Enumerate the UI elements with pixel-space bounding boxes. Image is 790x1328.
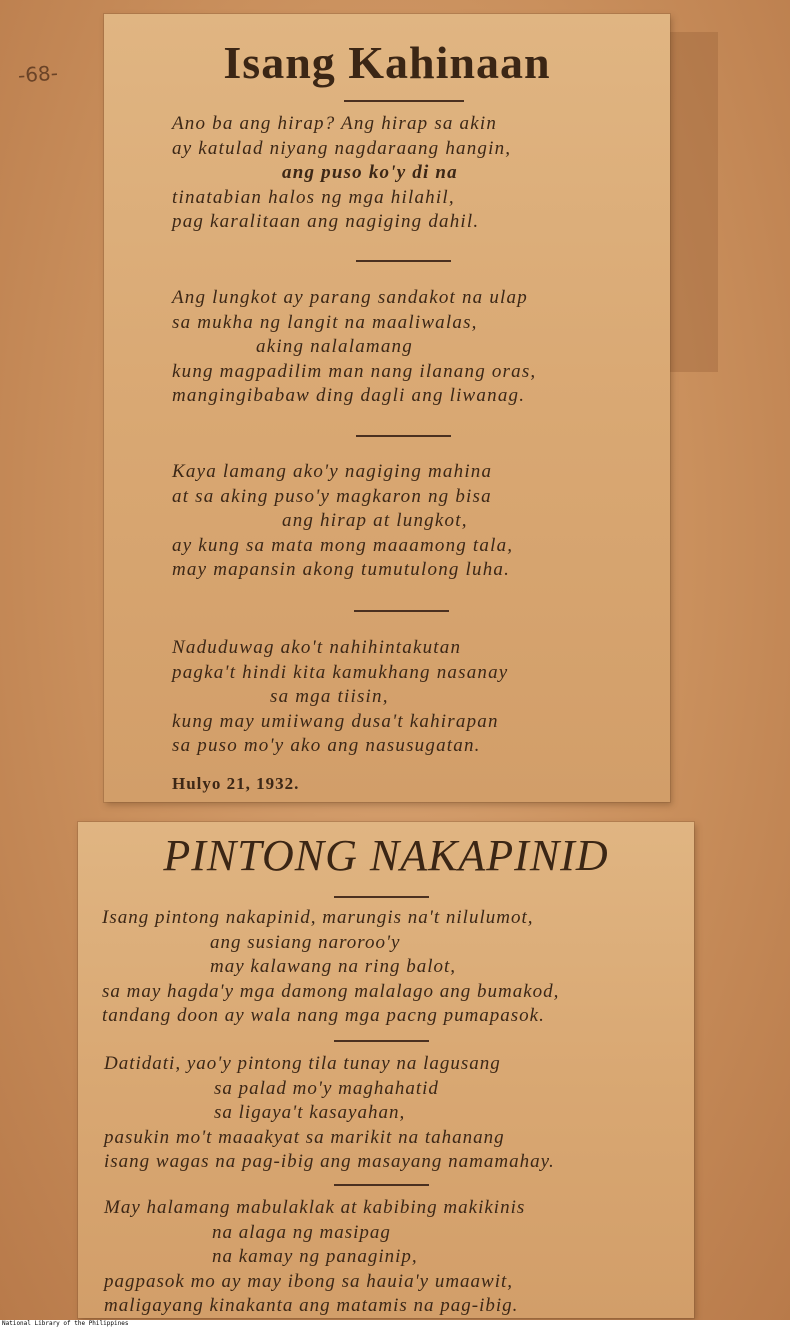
divider-rule [354,610,449,612]
divider-rule [356,260,451,262]
poem-line: na alaga ng masipag [212,1221,391,1243]
poem-clipping-isang-kahinaan [104,14,670,802]
stanza-2 [104,1052,555,1175]
poem-title: PINTONG NAKAPINID [163,831,609,880]
poem-line: sa ligaya't kasayahan, [214,1102,406,1123]
poem-line: maligayang kinakanta ang matamis na pag-ibig. [104,1295,519,1316]
poem-line: sa mukha ng langit na maaliwalas, [172,311,478,333]
poem-line: Ano ba ang hirap? Ang hirap sa akin [172,113,498,134]
poem-line: sa puso mo'y ako ang nasusugatan. [172,735,481,756]
poem-date: Hulyo 21, 1932. [172,774,300,793]
stanza-4 [172,636,508,759]
poem-line: kung magpadilim man nang ilanang oras, [172,360,537,382]
stanza-3 [104,1196,525,1319]
poem-line: May halamang mabulaklak at kabibing makikinis [104,1197,526,1218]
divider-rule [344,100,464,102]
stanza-3 [172,460,513,583]
poem-line: sa mga tiisin, [270,686,389,707]
poem-line: pag karalitaan ang nagiging dahil. [172,211,480,232]
poem-line: pasukin mo't maaakyat sa marikit na tahanang [104,1126,505,1148]
poem-line: ay kung sa mata mong maaamong tala, [172,534,514,556]
poem-line: tinatabian halos ng mga hilahil, [172,186,455,208]
paper-shadow [668,32,718,372]
poem-line: ang susiang naroroo'y [210,931,401,953]
poem-line: sa palad mo'y maghahatid [214,1077,439,1099]
poem-clipping-pintong-nakapinid [78,822,694,1318]
stanza-1 [102,906,559,1029]
poem-line: Datidati, yao'y pintong tila tunay na lagusang [104,1053,501,1074]
poem-line: isang wagas na pag-ibig ang masayang namamahay. [104,1151,555,1172]
poem-line: pagpasok mo ay may ibong sa hauia'y umaawit, [104,1270,514,1292]
poem-line: ang puso ko'y di na [282,162,458,183]
divider-rule [334,1184,429,1186]
poem-line: ang hirap at lungkot, [282,510,468,531]
poem-line: at sa aking puso'y magkaron ng bisa [172,485,492,507]
poem-line: ay katulad niyang nagdaraang hangin, [172,137,512,159]
divider-rule [334,896,429,898]
page-number: -68- [17,60,59,88]
poem-line: pagka't hindi kita kamukhang nasanay [172,661,509,683]
poem-line: na kamay ng panaginip, [212,1246,418,1267]
poem-line: sa may hagda'y mga damong malalago ang bumakod, [102,980,560,1002]
poem-line: aking nalalamang [256,336,413,357]
divider-rule [356,435,451,437]
poem-line: Kaya lamang ako'y nagiging mahina [172,461,493,482]
stanza-1 [172,112,511,235]
poem-line: may kalawang na ring balot, [210,956,457,977]
poem-line: tandang doon ay wala nang mga pacng pumapasok. [102,1005,545,1026]
poem-line: mangingibabaw ding dagli ang liwanag. [172,385,526,406]
stanza-2 [172,286,536,409]
poem-line: may mapansin akong tumutulong luha. [172,559,511,580]
poem-line: Naduduwag ako't nahihintakutan [172,637,462,658]
poem-line: Ang lungkot ay parang sandakot na ulap [172,287,528,308]
poem-line: kung may umiiwang dusa't kahirapan [172,710,499,732]
poem-line: Isang pintong nakapinid, marungis na't nilulumot, [102,907,534,928]
divider-rule [334,1040,429,1042]
poem-title: Isang Kahinaan [223,37,551,88]
source-credit: National Library of the Philippines [0,1320,790,1328]
